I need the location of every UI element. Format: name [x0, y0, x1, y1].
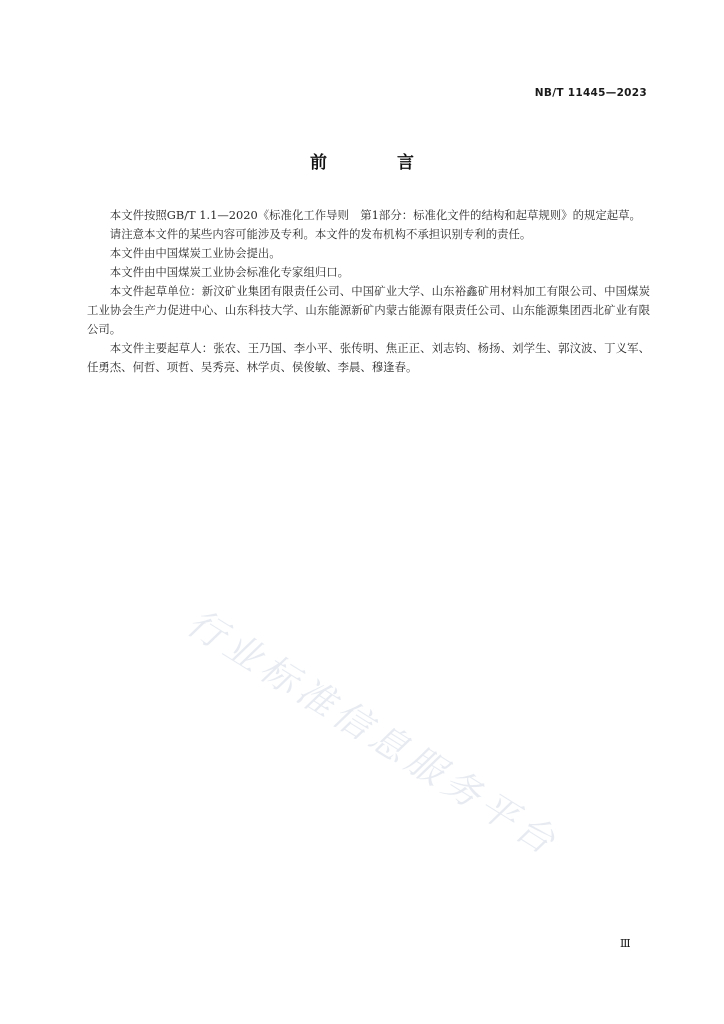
paragraph-drafting-organizations: 本文件起草单位：新汶矿业集团有限责任公司、中国矿业大学、山东裕鑫矿用材料加工有限公司、中国煤炭工业协会生产力促进中心、山东科技大学、山东能源新矿内蒙古能源有限责任公司、山东能源集团西北矿业有限公司。 [87, 284, 650, 336]
paragraph-drafting-rules: 本文件按照GB/T 1.1—2020《标准化工作导则 第1部分：标准化文件的结构和起草规则》的规定起草。 [109, 208, 641, 222]
paragraph-main-drafters: 本文件主要起草人：张农、王乃国、李小平、张传明、焦正正、刘志钧、杨扬、刘学生、郭汶波、丁义军、任勇杰、何哲、项哲、吴秀亮、林学贞、侯俊敏、李晨、穆逢春。 [87, 341, 650, 374]
foreword-body [87, 206, 650, 377]
watermark: 行业标准信息服务平台 [179, 600, 567, 866]
paragraph-proposed-by: 本文件由中国煤炭工业协会提出。 [109, 246, 281, 260]
page-number: Ⅲ [620, 937, 631, 950]
paragraph-patent-notice: 请注意本文件的某些内容可能涉及专利。本文件的发布机构不承担识别专利的责任。 [109, 227, 532, 241]
document-number: NB/T 11445—2023 [534, 87, 647, 99]
page-title: 前 言 [310, 153, 446, 173]
paragraph-administered-by: 本文件由中国煤炭工业协会标准化专家组归口。 [109, 265, 350, 279]
